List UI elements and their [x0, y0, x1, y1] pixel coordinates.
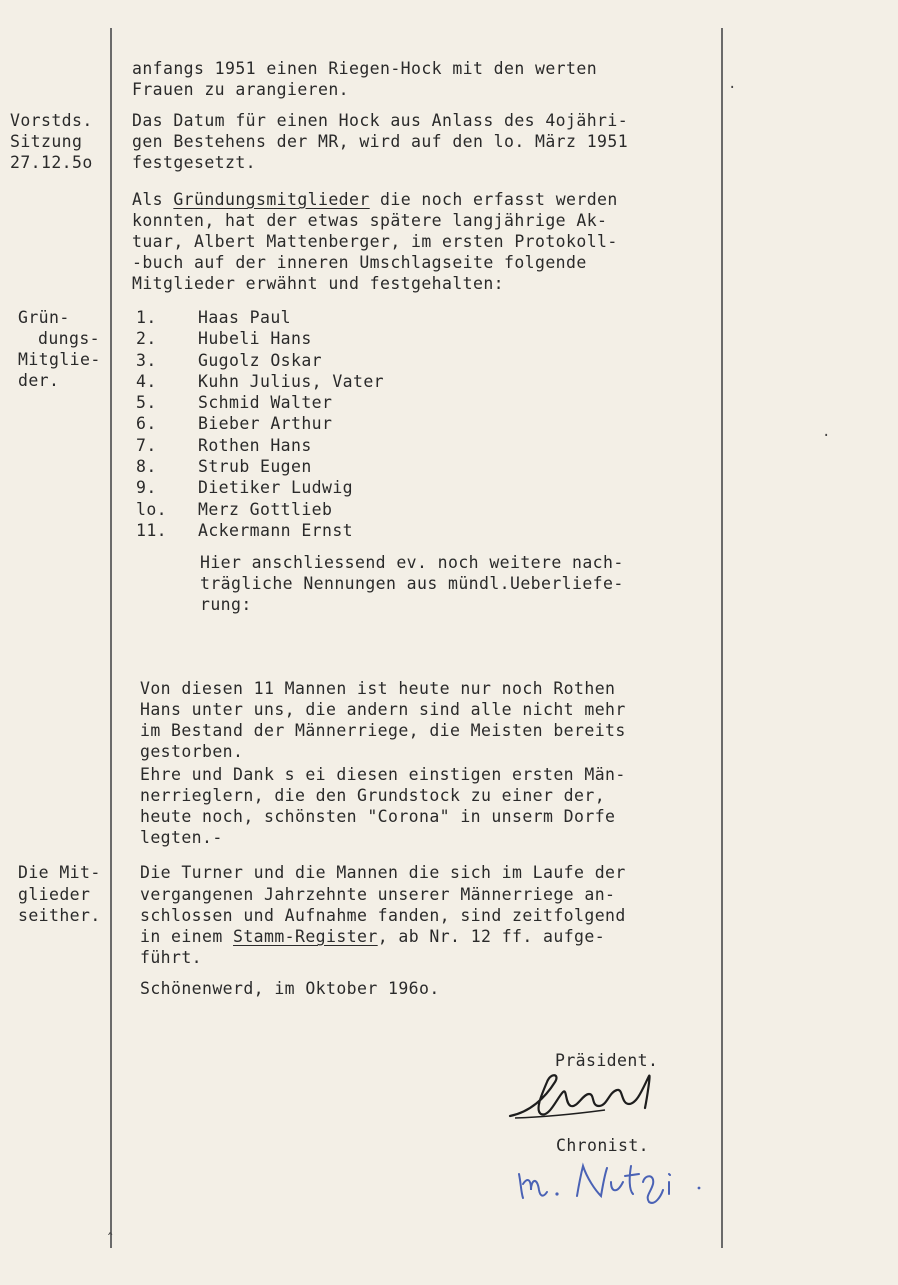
text-line: in einem Stamm-Register, ab Nr. 12 ff. aufge-: [140, 927, 606, 946]
member-name: Haas Paul: [198, 308, 292, 327]
text-line: im Bestand der Männerriege, die Meisten bereits: [140, 721, 626, 740]
list-item: [136, 499, 384, 520]
member-name: Schmid Walter: [198, 393, 333, 413]
president-signature: [505, 1068, 665, 1126]
text-line: Ehre und Dank s ei diesen einstigen ersten Män-: [140, 765, 626, 784]
list-item: [136, 350, 384, 371]
member-number: 4.: [136, 371, 157, 391]
text-line: vergangenen Jahrzehnte unserer Männerriege an-: [140, 885, 616, 904]
text-line: rung:: [200, 595, 252, 614]
member-name: Hubeli Hans: [198, 329, 312, 349]
underlined-term: Gründungsmitglieder: [173, 190, 370, 209]
member-number: 11.: [136, 520, 168, 540]
president-label: Präsident.: [555, 1051, 659, 1070]
margin-note: 27.12.5o: [10, 153, 93, 172]
member-number: 1.: [136, 308, 157, 327]
text-line: gen Bestehens der MR, wird auf den lo. März 1951: [132, 132, 629, 151]
margin-tick: ·: [728, 80, 737, 96]
list-item: [136, 328, 384, 349]
text-line: Von diesen 11 Mannen ist heute nur noch Rothen: [140, 679, 616, 698]
list-item: [136, 456, 384, 477]
member-number: lo.: [136, 499, 168, 519]
margin-note: Grün-: [18, 308, 70, 327]
member-number: 2.: [136, 329, 157, 349]
member-name: Ackermann Ernst: [198, 520, 354, 540]
text-line: trägliche Nennungen aus mündl.Ueberliefe-: [200, 574, 624, 593]
text-line: schlossen und Aufnahme fanden, sind zeitfolgend: [140, 906, 626, 925]
text-line: anfangs 1951 einen Riegen-Hock mit den werten: [132, 59, 598, 78]
chronicler-label: Chronist.: [556, 1136, 650, 1155]
list-item: [136, 477, 384, 498]
member-name: Gugolz Oskar: [198, 350, 323, 370]
margin-note: Vorstds.: [10, 111, 93, 130]
member-name: Dietiker Ludwig: [198, 478, 354, 498]
margin-tick: ·: [822, 428, 831, 444]
margin-note: dungs-: [38, 329, 101, 348]
margin-note: glieder: [18, 885, 91, 904]
list-item: [136, 435, 384, 456]
founding-members-list: [136, 307, 384, 541]
text-line: nerrieglern, die den Grundstock zu einer der,: [140, 786, 606, 805]
member-name: Rothen Hans: [198, 435, 312, 455]
underlined-term: Stamm-Register: [233, 927, 378, 946]
text-line: Die Turner und die Mannen die sich im Laufe der: [140, 863, 626, 882]
member-name: Kuhn Julius, Vater: [198, 371, 385, 391]
text-line: Mitglieder erwähnt und festgehalten:: [132, 274, 505, 293]
member-name: Merz Gottlieb: [198, 499, 333, 519]
margin-note: der.: [18, 371, 60, 390]
text-line: gestorben.: [140, 742, 244, 761]
text-line: -buch auf der inneren Umschlagseite folgende: [132, 253, 587, 272]
text-line: tuar, Albert Mattenberger, im ersten Protokoll-: [132, 232, 618, 251]
text-line: heute noch, schönsten "Corona" in unserm Dorfe: [140, 807, 616, 826]
text-line: Als Gründungsmitglieder die noch erfasst werden: [132, 190, 618, 209]
list-item: [136, 307, 384, 328]
margin-note: Die Mit-: [18, 863, 101, 882]
member-name: Strub Eugen: [198, 457, 312, 477]
member-number: 8.: [136, 457, 157, 477]
text-line: führt.: [140, 948, 203, 967]
text-line: Hans unter uns, die andern sind alle nicht mehr: [140, 700, 626, 719]
text-line: konnten, hat der etwas spätere langjährige Ak-: [132, 211, 608, 230]
margin-note: Sitzung: [10, 132, 83, 151]
margin-note: seither.: [18, 906, 101, 925]
list-item: [136, 392, 384, 413]
margin-note: Mitglie-: [18, 350, 101, 369]
list-item: [136, 520, 384, 541]
member-number: 9.: [136, 478, 157, 498]
list-item: [136, 371, 384, 392]
text-line: festgesetzt.: [132, 153, 257, 172]
text-line: Hier anschliessend ev. noch weitere nach-: [200, 553, 624, 572]
left-margin-line: [110, 28, 112, 1248]
text-line: Das Datum für einen Hock aus Anlass des 4ojähri-: [132, 111, 629, 130]
place-date: Schönenwerd, im Oktober 196o.: [140, 979, 440, 998]
member-number: 5.: [136, 393, 157, 413]
member-number: 6.: [136, 414, 157, 434]
text-line: Frauen zu arangieren.: [132, 80, 350, 99]
member-number: 7.: [136, 435, 157, 455]
chronicler-signature: [515, 1160, 705, 1206]
list-item: [136, 413, 384, 434]
member-name: Bieber Arthur: [198, 414, 333, 434]
member-number: 3.: [136, 350, 157, 370]
right-margin-line: [721, 28, 723, 1248]
margin-tick: ˆ: [106, 1232, 115, 1248]
text-line: legten.-: [140, 828, 223, 847]
